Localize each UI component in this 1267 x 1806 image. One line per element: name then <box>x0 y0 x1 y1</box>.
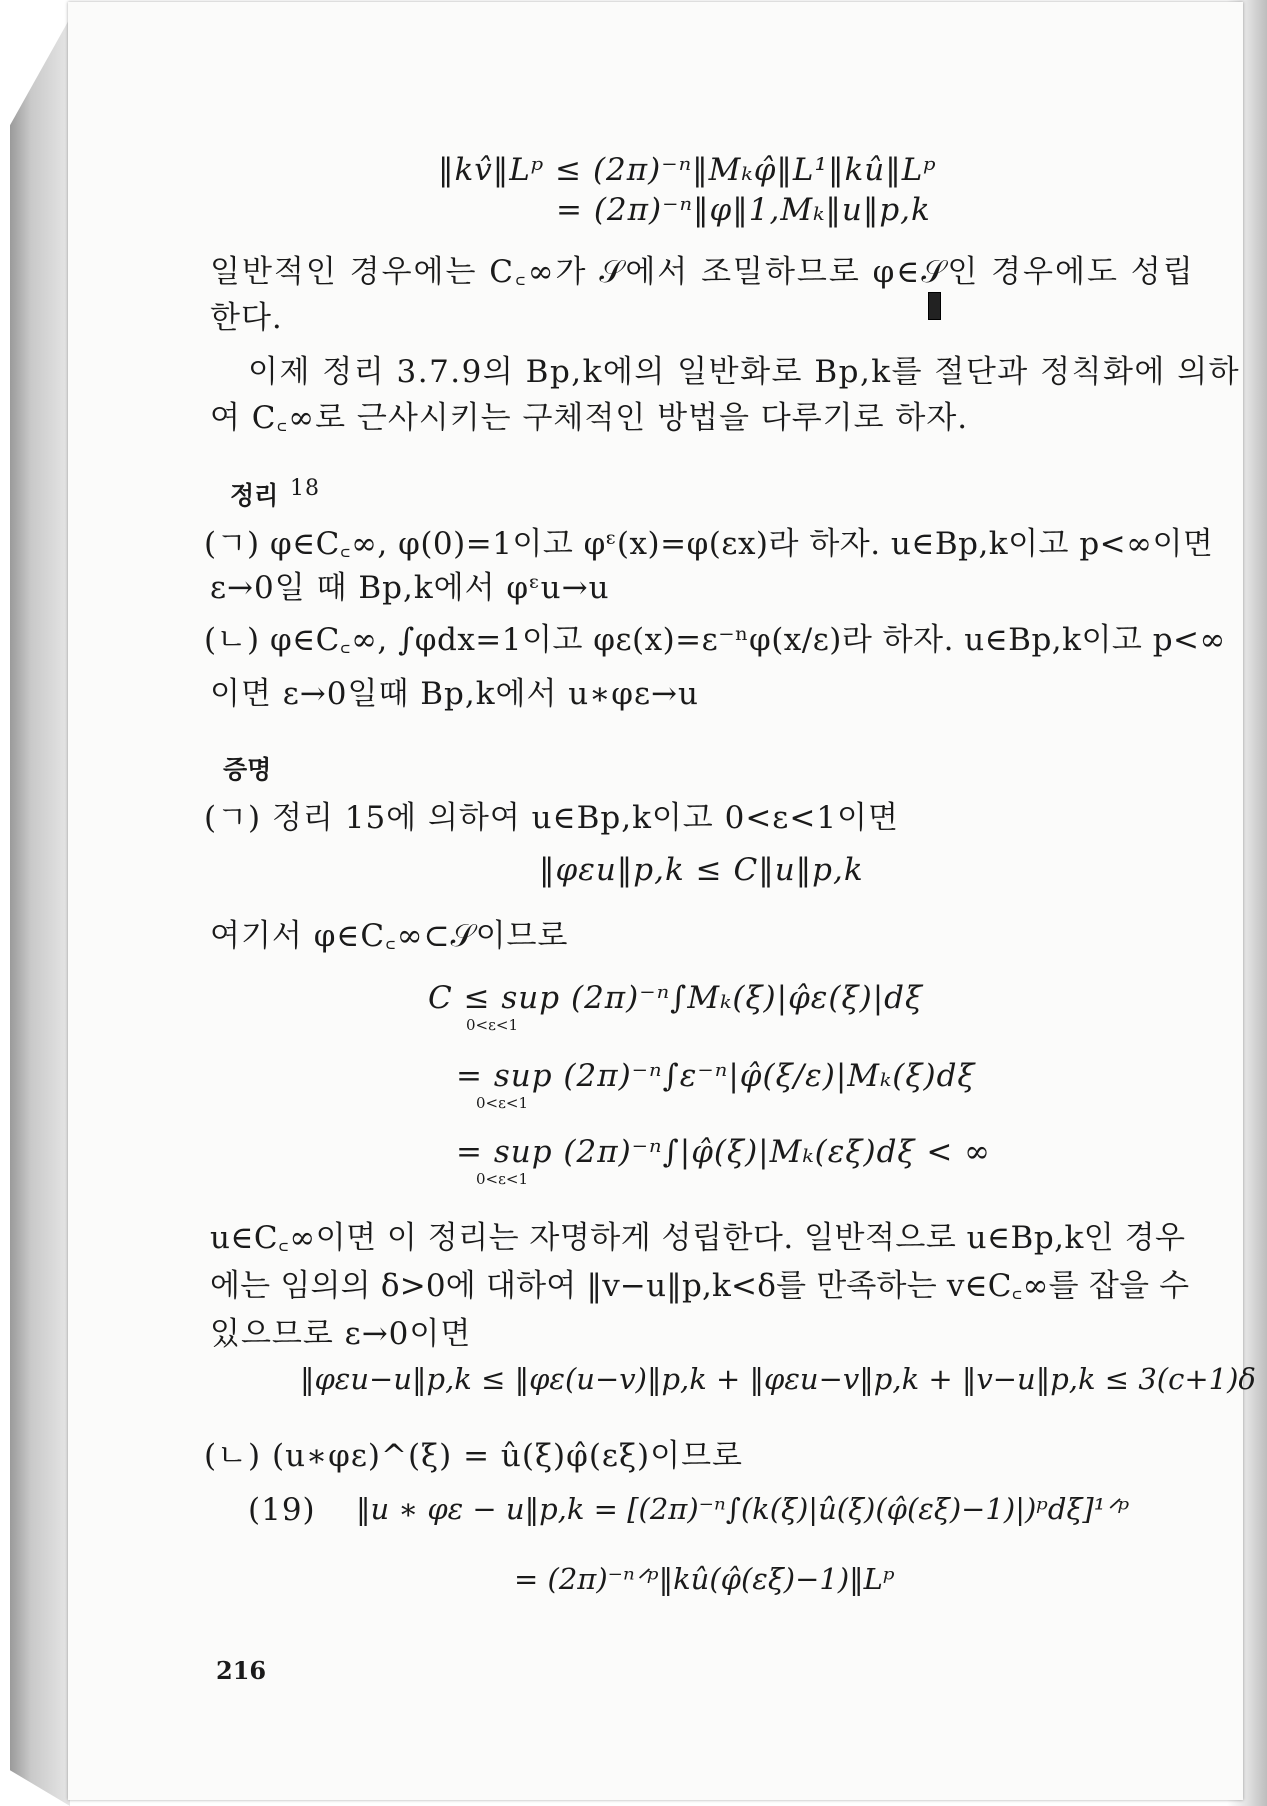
book-left-edge <box>10 18 70 1806</box>
proof-since-line: 여기서 φ∈C꜀∞⊂𝒮이므로 <box>210 918 569 954</box>
sup-subscript-1: 0<ε<1 <box>466 1016 518 1034</box>
theorem-number: 18 <box>290 476 320 501</box>
proof-equation-4-line1: ‖u ∗ φε − u‖p,k = [(2π)⁻ⁿ∫(k(ξ)|û(ξ)(φ̂(εξ)−1)|)ᵖdξ]¹ᐟᵖ <box>356 1492 1130 1526</box>
proof-part-a-intro: (ㄱ) 정리 15에 의하여 u∈Bp,k이고 0<ε<1이면 <box>204 800 899 836</box>
proof-paragraph-line2: 에는 임의의 δ>0에 대하여 ‖v−u‖p,k<δ를 만족하는 v∈C꜀∞를 잡을 수 <box>210 1268 1190 1304</box>
equation-top-line2: = (2π)⁻ⁿ‖φ‖1,Mₖ‖u‖p,k <box>556 192 931 228</box>
page-number: 216 <box>216 1656 267 1685</box>
theorem-part-b-line2: 이면 ε→0일때 Bp,k에서 u∗φε→u <box>210 676 700 712</box>
book-page <box>68 2 1256 1800</box>
paragraph-1-line1: 일반적인 경우에는 C꜀∞가 𝒮에서 조밀하므로 φ∈𝒮인 경우에도 성립 <box>210 254 1195 290</box>
equation-number-19: (19) <box>248 1492 316 1528</box>
proof-paragraph-line3: 있으므로 ε→0이면 <box>210 1316 472 1352</box>
proof-equation-2-line3: = sup (2π)⁻ⁿ∫|φ̂(ξ)|Mₖ(εξ)dξ < ∞ <box>456 1134 991 1170</box>
sup-subscript-2: 0<ε<1 <box>476 1094 528 1112</box>
equation-top-line1: ‖kv̂‖Lᵖ ≤ (2π)⁻ⁿ‖Mₖφ̂‖L¹‖kû‖Lᵖ <box>438 152 937 188</box>
theorem-part-a-line2: ε→0일 때 Bp,k에서 φᵋu→u <box>210 570 610 606</box>
proof-paragraph-line1: u∈C꜀∞이면 이 정리는 자명하게 성립한다. 일반적으로 u∈Bp,k인 경우 <box>210 1220 1186 1256</box>
theorem-part-b-line1: (ㄴ) φ∈C꜀∞, ∫φdx=1이고 φε(x)=ε⁻ⁿφ(x/ε)라 하자. u∈Bp,k이고 p<∞ <box>204 622 1226 658</box>
paragraph-2-line1: 이제 정리 3.7.9의 Bp,k에의 일반화로 Bp,k를 절단과 정칙화에 의하 <box>248 354 1241 390</box>
theorem-heading: 정리 <box>230 481 279 510</box>
proof-equation-4-line2: = (2π)⁻ⁿᐟᵖ‖kû(φ̂(εξ)−1)‖Lᵖ <box>514 1562 895 1596</box>
proof-equation-2-line1: C ≤ sup (2π)⁻ⁿ∫Mₖ(ξ)|φ̂ε(ξ)|dξ <box>428 980 924 1016</box>
paragraph-1-line2: 한다. <box>210 300 283 336</box>
paragraph-2-line2: 여 C꜀∞로 근사시키는 구체적인 방법을 다루기로 하자. <box>210 400 969 436</box>
proof-heading: 증명 <box>223 755 272 784</box>
proof-equation-2-line2: = sup (2π)⁻ⁿ∫ε⁻ⁿ|φ̂(ξ/ε)|Mₖ(ξ)dξ <box>456 1058 976 1094</box>
proof-equation-3: ‖φεu−u‖p,k ≤ ‖φε(u−v)‖p,k + ‖φεu−v‖p,k + ‖v−u‖p,k ≤ 3(c+1)δ <box>300 1362 1256 1396</box>
proof-part-b-intro: (ㄴ) (u∗φε)^(ξ) = û(ξ)φ̂(εξ)이므로 <box>204 1438 743 1474</box>
sup-subscript-3: 0<ε<1 <box>476 1170 528 1188</box>
proof-equation-1: ‖φεu‖p,k ≤ C‖u‖p,k <box>539 852 864 888</box>
theorem-part-a-line1: (ㄱ) φ∈C꜀∞, φ(0)=1이고 φᵋ(x)=φ(εx)라 하자. u∈Bp,k이고 p<∞이면 <box>204 526 1214 562</box>
end-of-proof-marker <box>928 292 941 320</box>
